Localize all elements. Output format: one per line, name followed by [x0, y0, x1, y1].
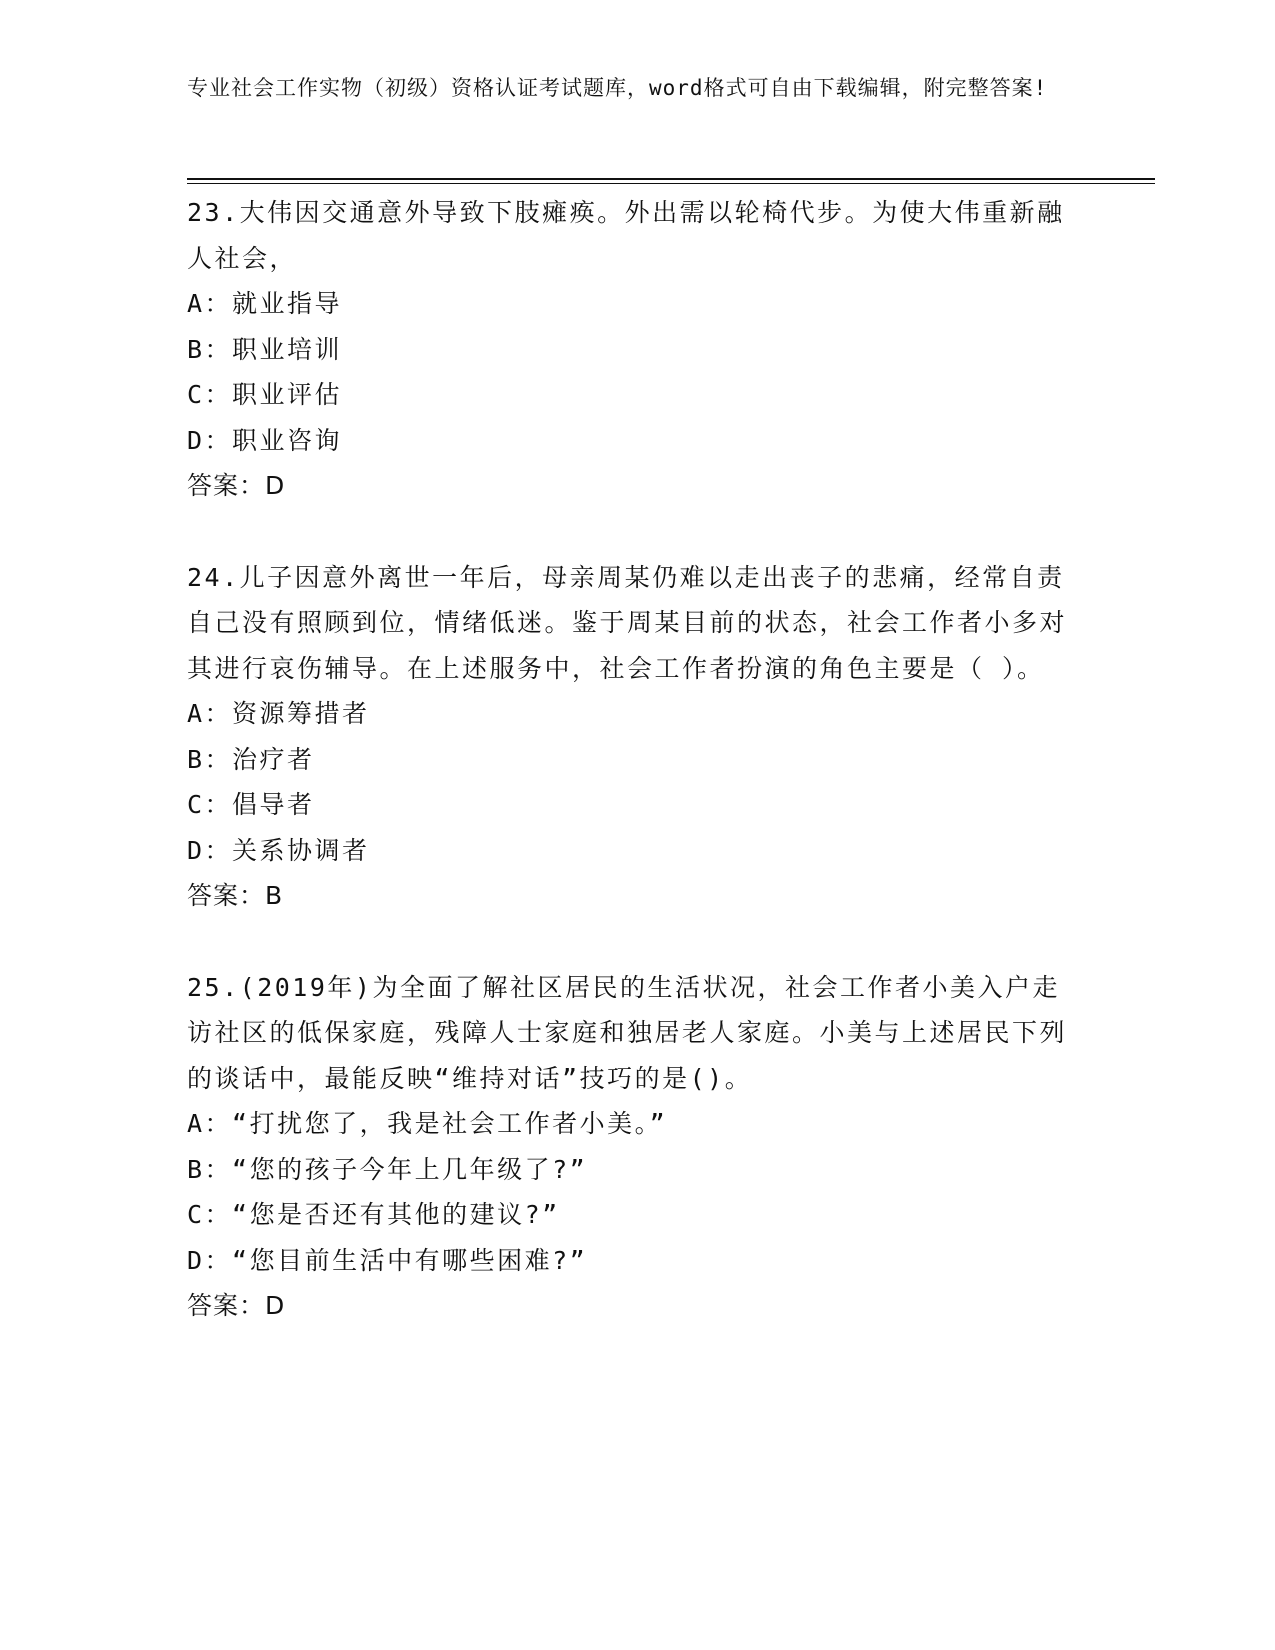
option-b: B：职业培训	[187, 334, 343, 364]
option-d: D：关系协调者	[187, 835, 370, 865]
question-stem: 23.大伟因交通意外导致下肢瘫痪。外出需以轮椅代步。为使大伟重新融人社会，	[187, 198, 1065, 273]
option-c: C：倡导者	[187, 790, 315, 819]
option-a: A：资源筹措者	[187, 699, 370, 728]
question-24	[187, 555, 1087, 919]
option-d: D：“您目前生活中有哪些困难?”	[187, 1245, 588, 1275]
option-b: B：治疗者	[187, 744, 315, 774]
option-c: C：“您是否还有其他的建议?”	[187, 1200, 560, 1229]
question-list	[187, 190, 1087, 1375]
option-a: A：就业指导	[187, 289, 343, 318]
header-divider-thick	[187, 178, 1155, 180]
option-b: B：“您的孩子今年上几年级了?”	[187, 1154, 588, 1184]
option-d: D：职业咨询	[187, 425, 343, 455]
answer-line: 答案：B	[187, 881, 284, 910]
answer-line: 答案：D	[187, 471, 286, 500]
header-divider-thin	[187, 183, 1155, 184]
question-23	[187, 190, 1087, 509]
question-stem: 25.(2019年)为全面了解社区居民的生活状况，社会工作者小美入户走访社区的低保家庭，残障人士家庭和独居老人家庭。小美与上述居民下列的谈话中，最能反映“维持对话”技巧的是()。	[187, 972, 1068, 1093]
option-a: A：“打扰您了，我是社会工作者小美。”	[187, 1109, 668, 1138]
question-stem: 24.儿子因意外离世一年后，母亲周某仍难以走出丧子的悲痛，经常自责自己没有照顾到位，情绪低迷。鉴于周某目前的状态，社会工作者小多对其进行哀伤辅导。在上述服务中，社会工作者扮演的角色主要是（ ）。	[187, 562, 1068, 683]
option-c: C：职业评估	[187, 380, 343, 409]
answer-line: 答案：D	[187, 1291, 286, 1320]
document-header: 专业社会工作实物（初级）资格认证考试题库，word格式可自由下载编辑，附完整答案!	[187, 76, 1048, 100]
question-25	[187, 965, 1087, 1329]
